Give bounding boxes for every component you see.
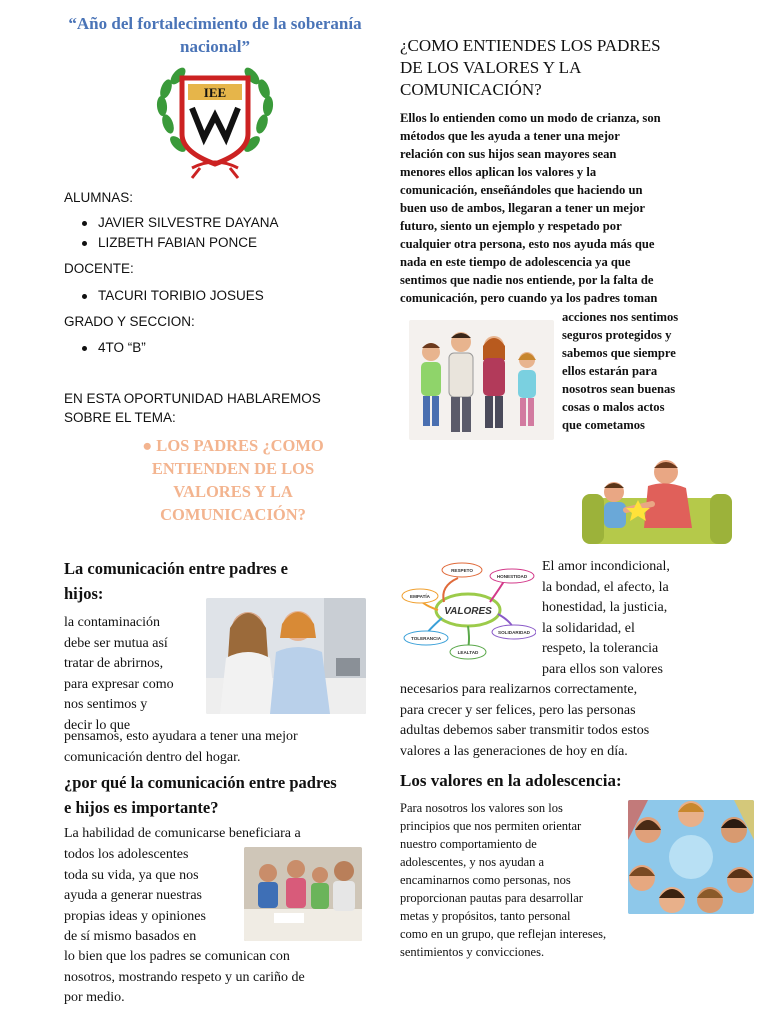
side-line: nosotros sean buenas [562,382,676,396]
values-line: para ellos son valores [542,661,663,677]
topic-line: ENTIENDEN DE LOS [151,459,315,478]
why-line: lo bien que los padres se comunican con [64,949,290,964]
why-heading [64,770,384,820]
diagram-node: HONESTIDAD [496,574,528,579]
why-heading-line: e hijos es importante? [64,798,219,817]
values-line: la bondad, el afecto, la [542,579,669,595]
values-line: necesarios para realizarnos correctamente, [400,682,638,697]
comm-line: comunicación dentro del hogar. [64,749,241,765]
side-line: acciones nos sentimos [562,310,679,324]
comm-line: para expresar como [64,676,174,692]
adolescence-line: proporcionan pautas para desarrollar [400,891,583,905]
topic-line: COMUNICACIÓN? [160,505,306,524]
values-line: para crecer y ser felices, pero las personas [400,702,636,718]
comm-line: la contaminación [64,615,161,630]
values-line: la solidaridad, el [542,620,635,636]
students-list [64,213,364,253]
grade-label: GRADO Y SECCION: [64,314,195,329]
adolescence-line: Para nosotros los valores son los [400,801,563,815]
right-heading-line: DE LOS VALORES Y LA [400,58,582,77]
values-line: valores a las generaciones de hoy en día. [400,743,628,759]
values-diagram [400,556,536,664]
adolescence-line: metas y propósitos, tanto personal [400,909,571,923]
para-line: sentimos que nadie nos entiende, por la falta de [400,273,654,287]
adolescence-line: sentimientos y convicciones. [400,945,545,959]
right-heading-line: COMUNICACIÓN? [400,80,542,99]
side-line: seguros protegidos y [562,328,672,342]
school-crest-logo [152,64,278,182]
para-line: Ellos lo entienden como un modo de crianza, son [400,111,661,125]
comm-line: decir lo que [64,717,131,733]
adolescence-line: como en un grupo, que reflejan intereses, [400,927,607,941]
adolescence-line: principios que nos permiten orientar [400,819,582,833]
why-first-line: La habilidad de comunicarse beneficiara a [64,826,301,841]
para-line: menores ellos aplican los valores y la [400,165,597,179]
values-line: adultas debemos saber transmitir todos estos [400,723,650,738]
para-line: comunicación, enseñándoles que haciendo un [400,183,643,197]
para-line: métodos que les ayuda a tener una mejor [400,129,620,143]
para-line: nada en este tiempo de adolescencia ya que [400,255,631,269]
values-full-text [400,680,750,762]
adolescence-line: adolescentes, y nos ayudan a [400,855,545,869]
family-illustration [409,320,554,440]
comm-line: tratar de abrirnos, [64,656,164,671]
side-line: ellos estarán para [562,364,658,378]
intro-text [64,389,321,427]
student-item: JAVIER SILVESTRE DAYANA [64,213,364,233]
diagram-node: LEALTAD [457,650,479,655]
para-line: relación con sus hijos sean mayores sean [400,147,617,161]
adolescence-line: nuestro comportamiento de [400,837,537,851]
side-line: sabemos que siempre [562,346,676,360]
grade-list [64,338,364,358]
why-line: nosotros, mostrando respeto y un cariño de [64,969,305,985]
values-line: respeto, la tolerancia [542,641,659,656]
topic-line: VALORES Y LA [173,482,293,501]
side-line: que cometamos [562,418,645,432]
why-side-text [64,845,244,948]
grade-value: 4TO “B” [64,338,364,358]
para-line: comunicación, pero cuando ya los padres toman [400,291,658,305]
intro-line: EN ESTA OPORTUNIDAD HABLAREMOS [64,391,321,406]
side-line: cosas o malos actos [562,400,665,414]
values-line: El amor incondicional, [542,559,670,574]
student-item: LIZBETH FABIAN PONCE [64,233,364,253]
why-line: por medio. [64,990,125,1005]
diagram-node: TOLERANCIA [410,636,442,641]
right-heading [400,35,740,101]
why-line: de sí mismo basados en [64,929,197,944]
why-heading-line: ¿por qué la comunicación entre padres [64,773,337,792]
intro-line: SOBRE EL TEMA: [64,410,176,425]
teens-circle-photo [628,800,754,914]
why-full-text [64,947,384,1009]
right-paragraph [400,109,750,307]
teacher-label: DOCENTE: [64,261,134,276]
right-heading-line: ¿COMO ENTIENDES LOS PADRES [400,36,661,55]
why-line: ayuda a generar nuestras [64,888,202,903]
students-label: ALUMNAS: [64,190,134,205]
right-side-paragraph [562,308,742,434]
para-line: buen uso de ambos, llegaran a tener un mejor [400,201,645,215]
comm-line: debe ser mutua así [64,635,168,651]
teacher-list [64,286,364,306]
crest-text: IEE [203,85,227,100]
mother-daughter-photo [206,598,366,714]
diagram-node: SOLIDARIDAD [498,630,530,635]
teacher-name: TACURI TORIBIO JOSUES [64,286,364,306]
motto-line-1: “Año del fortalecimiento de la soberanía [68,14,362,33]
comm-heading-line: La comunicación entre padres e [64,559,288,578]
comm-side-text [64,613,204,736]
adolescence-line: encaminarnos como personas, nos [400,873,571,887]
comm-line: pensamos, esto ayudara a tener una mejor [64,729,298,744]
adolescence-text [400,799,640,961]
values-side-text [542,557,742,680]
topic-line: ● LOS PADRES ¿COMO [142,436,324,455]
motto [60,12,370,58]
para-line: cualquier otra persona, esto nos ayuda más que [400,237,655,251]
comm-heading-line: hijos: [64,584,104,603]
diagram-node: RESPETO [451,568,473,573]
comm-line: nos sentimos y [64,697,148,712]
family-table-photo [244,847,362,941]
motto-line-2: nacional” [180,37,250,56]
para-line: futuro, siento un ejemplo y respetado por [400,219,622,233]
adolescence-heading: Los valores en la adolescencia: [400,771,622,790]
values-line: honestidad, la justicia, [542,600,668,615]
topic-title [100,434,366,526]
why-line: propias ideas y opiniones [64,908,206,924]
comm-full-text [64,727,384,768]
diagram-node: EMPATÍA [410,594,430,599]
why-line: todos los adolescentes [64,847,189,862]
why-line: toda su vida, ya que nos [64,867,199,883]
diagram-center-label: VALORES [444,606,492,617]
father-son-illustration [582,458,732,544]
